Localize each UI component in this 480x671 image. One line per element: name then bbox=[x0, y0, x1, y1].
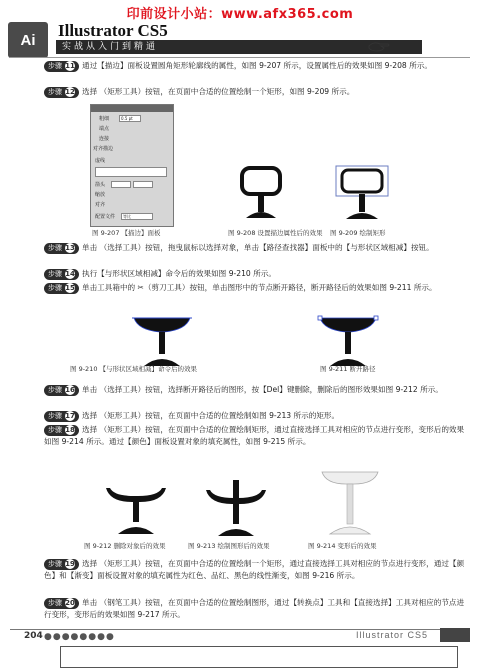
step-badge: 步骤 20 bbox=[44, 598, 79, 609]
caption-fig-212: 图 9-212 删除对象后的效果 bbox=[84, 542, 166, 550]
step-text: 选择 （矩形工具）按钮，在页面中合适的位置绘制如图 9-213 所示的矩形。 bbox=[82, 411, 340, 420]
step-text: 通过【描边】面板设置圆角矩形轮廓线的属性，如图 9-207 所示，设置属性后的效果如图 9-208 所示。 bbox=[82, 61, 432, 70]
caption-fig-209: 图 9-209 绘制矩形 bbox=[330, 229, 386, 237]
footer-tab bbox=[440, 628, 470, 642]
pointing-hand-icon bbox=[368, 38, 390, 54]
panel-row-dash: 虚线 bbox=[95, 158, 106, 164]
step-15 bbox=[44, 282, 468, 294]
step-16 bbox=[44, 384, 468, 396]
caption-fig-210: 图 9-210 【与形状区域相减】命令后的效果 bbox=[70, 365, 198, 373]
panel-row-cap: 端点 bbox=[99, 126, 110, 132]
weight-field[interactable]: 0.5 pt bbox=[119, 115, 141, 122]
step-text: 单击 （钢笔工具）按钮，在页面中合适的位置绘制图形，通过【转换点】工具和【直接选择】工具对相应的节点进行变形，变形后的效果如图 9-217 所示。 bbox=[44, 598, 465, 619]
footer-dots: ●●●●●●●● bbox=[44, 632, 115, 642]
step-badge: 步骤 16 bbox=[44, 385, 79, 396]
chair-figure-214 bbox=[318, 462, 382, 536]
step-badge: 步骤 12 bbox=[44, 87, 79, 98]
step-12 bbox=[44, 86, 468, 98]
step-badge: 步骤 17 bbox=[44, 411, 79, 422]
page-number: 204 bbox=[24, 631, 43, 641]
chair-figure-212 bbox=[104, 478, 168, 538]
panel-row-scale: 缩放 bbox=[95, 192, 106, 198]
panel-header bbox=[91, 105, 173, 112]
panel-row-arrow: 箭头 bbox=[95, 182, 106, 188]
chair-figure-210 bbox=[130, 312, 194, 368]
step-18 bbox=[44, 424, 468, 448]
profile-select[interactable]: 等比 bbox=[121, 213, 153, 220]
step-badge: 步骤 11 bbox=[44, 61, 79, 72]
arrow-start-select[interactable] bbox=[111, 181, 131, 188]
caption-fig-211: 图 9-211 断开路径 bbox=[320, 365, 376, 373]
step-17 bbox=[44, 410, 468, 422]
step-11 bbox=[44, 60, 468, 72]
book-title: Illustrator CS5 bbox=[58, 21, 168, 40]
step-badge: 步骤 13 bbox=[44, 243, 79, 254]
panel-row-align2: 对齐 bbox=[95, 202, 106, 208]
step-badge: 步骤 14 bbox=[44, 269, 79, 280]
ai-logo: Ai bbox=[8, 22, 48, 58]
header-divider bbox=[10, 57, 470, 58]
dash-fields[interactable] bbox=[95, 167, 167, 177]
caption-fig-213: 图 9-213 绘制图形后的效果 bbox=[188, 542, 270, 550]
panel-row-join: 连接 bbox=[99, 136, 110, 142]
footer-title: Illustrator CS5 bbox=[356, 630, 429, 640]
step-badge: 步骤 15 bbox=[44, 283, 79, 294]
step-text: 单击 （选择工具）按钮，拖曳鼠标以选择对象，单击【路径查找器】面板中的【与形状区域相减】按钮。 bbox=[82, 243, 434, 252]
panel-row-align: 对齐描边 bbox=[93, 146, 114, 152]
step-text: 执行【与形状区域相减】命令后的效果如图 9-210 所示。 bbox=[82, 269, 276, 278]
chair-figure-208 bbox=[238, 166, 286, 222]
arrow-end-select[interactable] bbox=[133, 181, 153, 188]
footer-box bbox=[60, 646, 458, 668]
site-watermark-text: 印前设计小站：www.afx365.com bbox=[126, 7, 354, 22]
panel-row-profile: 配置文件 bbox=[95, 214, 116, 220]
panel-row-weight: 粗细 bbox=[99, 116, 110, 122]
chair-figure-209 bbox=[334, 164, 390, 222]
step-text: 单击 （选择工具）按钮，选择断开路径后的图形，按【Del】键删除，删除后的图形效果如图 9-212 所示。 bbox=[82, 385, 443, 394]
step-13 bbox=[44, 242, 468, 254]
step-badge: 步骤 18 bbox=[44, 425, 79, 436]
caption-fig-208: 图 9-208 设置描边属性后的效果 bbox=[228, 229, 323, 237]
caption-fig-207: 图 9-207 【描边】面板 bbox=[92, 229, 161, 237]
step-text: 选择 （矩形工具）按钮，在页面中合适的位置绘制矩形，通过直接选择工具对相应的节点进行变形，变形后的效果如图 9-214 所示。通过【颜色】面板设置对象的填充属性，如图 9-215 所示。 bbox=[44, 425, 465, 446]
book-subtitle: 实战从入门到精通 bbox=[56, 40, 422, 54]
caption-fig-214: 图 9-214 变形后的效果 bbox=[308, 542, 377, 550]
step-19 bbox=[44, 558, 468, 582]
step-text: 单击工具箱中的 ✂（剪刀工具）按钮，单击图形中的节点断开路径，断开路径后的效果如图 9-211 所示。 bbox=[82, 283, 437, 292]
stroke-panel bbox=[90, 104, 174, 227]
step-20 bbox=[44, 597, 468, 621]
step-14 bbox=[44, 268, 468, 280]
step-text: 选择 （矩形工具）按钮，在页面中合适的位置绘制一个矩形，如图 9-209 所示。 bbox=[82, 87, 355, 96]
chair-figure-211 bbox=[316, 312, 380, 368]
step-badge: 步骤 19 bbox=[44, 559, 79, 570]
chair-figure-213 bbox=[204, 480, 268, 538]
step-text: 选择 （矩形工具）按钮，在页面中合适的位置绘制一个矩形，通过直接选择工具对相应的节点进行变形，通过【颜色】和【渐变】面板设置对象的填充属性为红色、品红、黑色的线性渐变，如图 9-216 所示。 bbox=[44, 559, 465, 580]
